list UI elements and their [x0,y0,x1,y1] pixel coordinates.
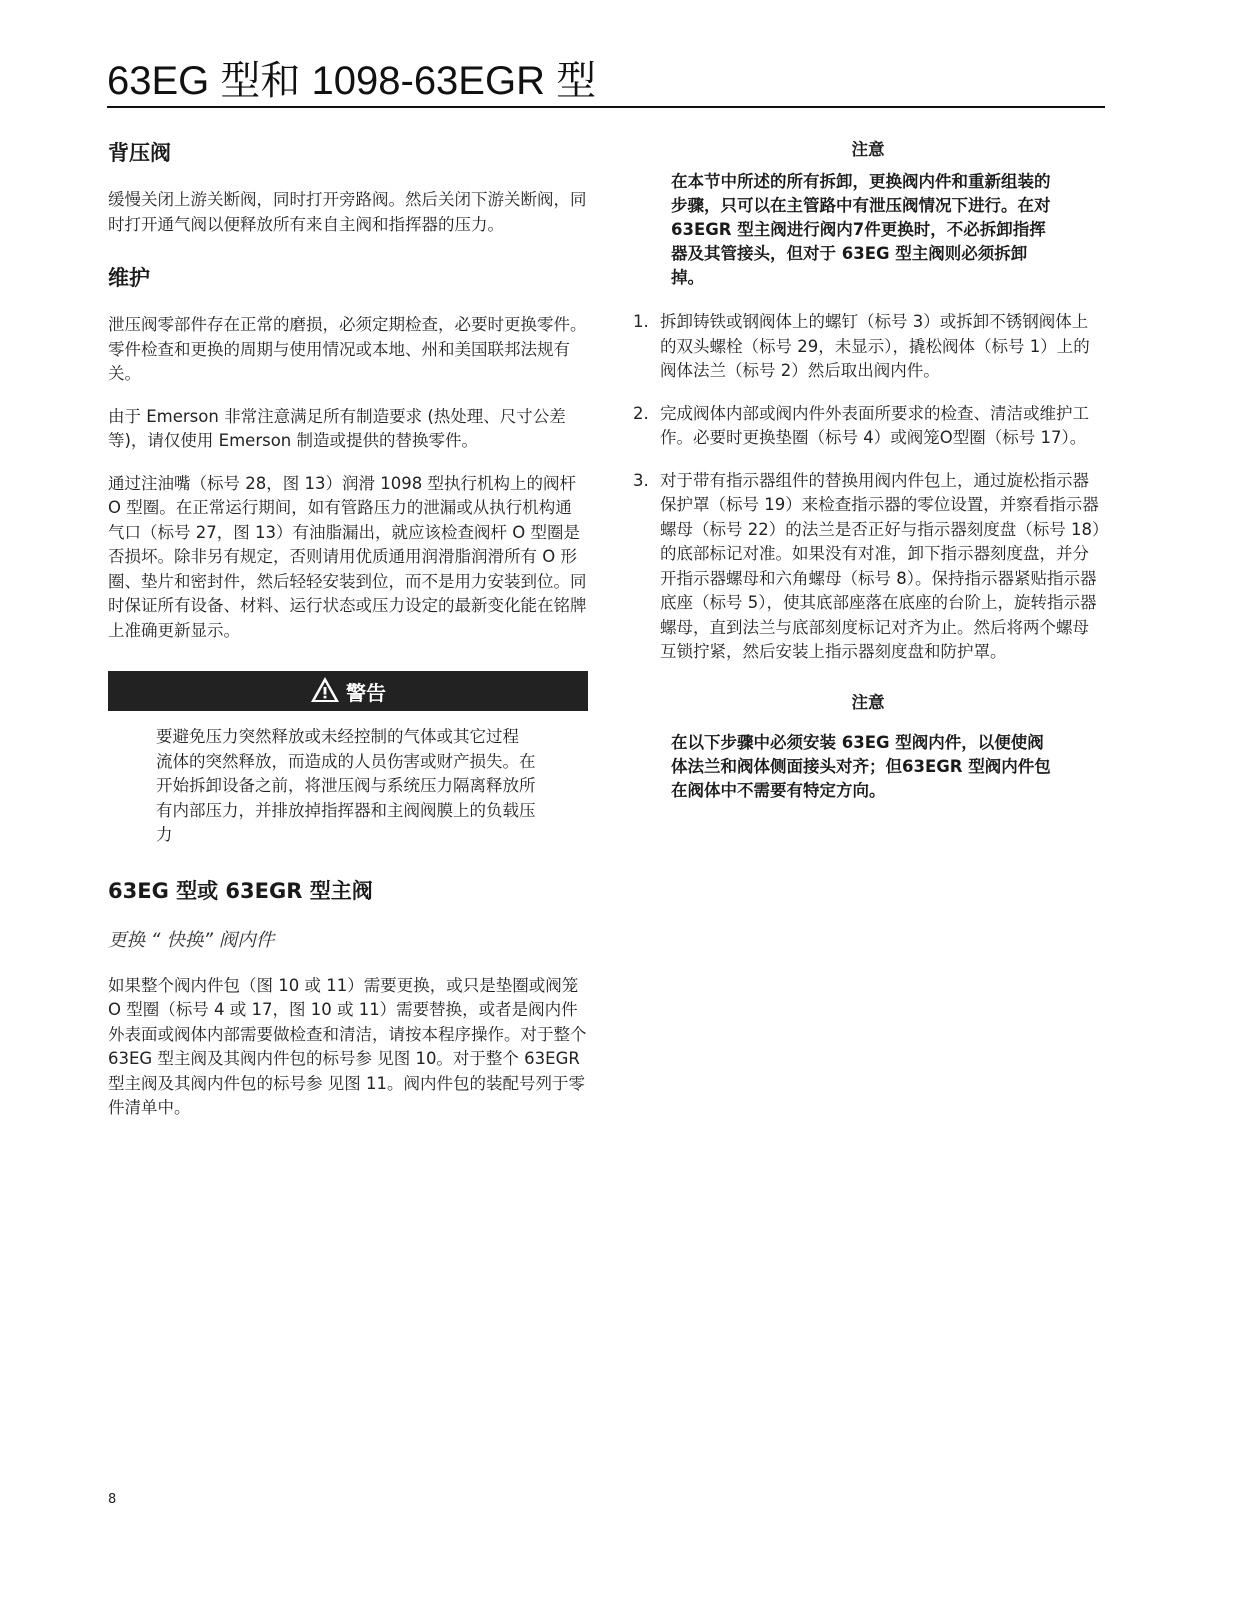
trim-replacement-subheading: 更换 “ 快换” 阀内件 [108,929,275,951]
note-1-text: 在本节中所述的所有拆卸，更换阀内件和重新组装的步骤，只可以在主管路中有泄压阀情况下进行。在对 63EGR 型主阀进行阀内7件更换时，不必拆卸指挥器及其管接头，但对于 63EG 型主阀则必须拆卸掉。 [671,172,1051,287]
warning-text: 要避免压力突然释放或未经控制的气体或其它过程 流体的突然释放，而造成的人员伤害或财产损失。在 开始拆卸设备之前，将泄压阀与系统压力隔离释放所有内部压力，并排放掉指挥器和主阀阀膜上的负载压力 [156,727,536,844]
step-number: 1. [633,312,649,331]
note-1-title: 注意 [851,140,885,159]
maintenance-heading: 维护 [108,266,150,290]
step-number: 3. [633,470,649,490]
list-item [633,469,1103,665]
step-text: 完成阀体内部或阀内件外表面所要求的检查、清洁或维护工作。必要时更换垫圈（标号 4）或阀笼O型圈（标号 17）。 [660,403,1089,447]
right-column [633,138,1103,823]
warning-triangle-icon [310,676,340,707]
trim-replacement-paragraph: 如果整个阀内件包（图 10 或 11）需要更换，或只是垫圈或阀笼 O 型圈（标号 4 或 17，图 10 或 11）需要替换，或者是阀内件外表面或阀体内部需要做检查和清洁，请按本程序操作。对于整个 63EG 型主阀及其阀内件包的标号参 见图 10。对于整个 63EGR 型主阀及其阀内件包的标号参 见图 11。阀内件包的装配号列于零件清单中。 [108,975,587,1117]
title-rule [107,106,1105,108]
list-item [633,310,1103,384]
note-2-title: 注意 [851,692,885,712]
maintenance-paragraph-1: 泄压阀零部件存在正常的磨损，必须定期检查，必要时更换零件。零件检查和更换的周期与使用情况或本地、州和美国联邦法规有关。 [108,315,587,383]
page-title: 63EG 型和 1098-63EGR 型 [107,59,597,103]
list-item [633,402,1103,451]
maintenance-paragraph-2: 由于 Emerson 非常注意满足所有制造要求 (热处理、尺寸公差等)，请仅使用 Emerson 制造或提供的替换零件。 [108,406,566,450]
note-2-text: 在以下步骤中必须安装 63EG 型阀内件，以便使阀体法兰和阀体侧面接头对齐；但63EGR 型阀内件包在阀体中不需要有特定方向。 [671,732,1051,800]
maintenance-paragraph-3: 通过注油嘴（标号 28，图 13）润滑 1098 型执行机构上的阀杆 O 型圈。在正常运行期间，如有管路压力的泄漏或从执行机构通气口（标号 27，图 13）有油脂漏出，就应该检查阀杆 O 型圈是否损坏。除非另有规定，否则请用优质通用润滑脂润滑所有 O 形圈、垫片和密封件，然后轻轻安装到位，而不是用力安装到位。同时保证所有设备、材料、运行状态或压力设定的最新变化能在铭牌上准确更新显示。 [108,473,587,640]
step-text: 拆卸铸铁或钢阀体上的螺钉（标号 3）或拆卸不锈钢阀体上的双头螺栓（标号 29，未显示），撬松阀体（标号 1）上的阀体法兰（标号 2）然后取出阀内件。 [660,312,1090,380]
left-column [108,138,588,1139]
step-text: 对于带有指示器组件的替换用阀内件包上，通过旋松指示器保护罩（标号 19）来检查指示器的零位设置，并察看指示器螺母（标号 22）的法兰是否正好与指示器刻度盘（标号 18）的底部标记对准。如果没有对准，卸下指示器刻度盘，并分开指示器螺母和六角螺母（标号 8）。保持指示器紧贴指示器底座（标号 5），使其底部座落在底座的台阶上，旋转指示器螺母，直到法兰与底部刻度标记对齐为止。然后将两个螺母互锁拧紧，然后安装上指示器刻度盘和防护罩。 [660,470,1101,661]
procedure-steps [633,310,1103,665]
page-number: 8 [108,1492,117,1507]
warning-label: 警告 [346,680,386,705]
step-number: 2. [633,403,649,423]
backpressure-paragraph: 缓慢关闭上游关断阀，同时打开旁路阀。然后关闭下游关断阀，同时打开通气阀以便释放所有来自主阀和指挥器的压力。 [108,190,587,234]
main-valve-heading: 63EG 型或 63EGR 型主阀 [108,878,373,903]
warning-banner [108,671,588,711]
backpressure-heading: 背压阀 [108,141,171,165]
